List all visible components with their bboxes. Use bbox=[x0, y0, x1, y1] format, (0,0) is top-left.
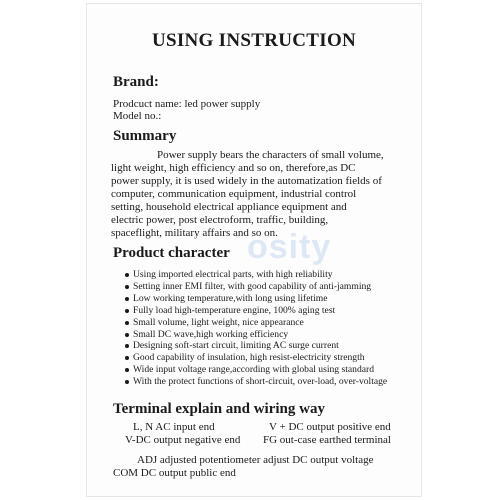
terminal-v-minus: V-DC output negative end bbox=[125, 434, 241, 446]
list-item: Designing soft-start circuit, limiting AC surge current bbox=[125, 340, 387, 352]
terminal-adj: ADJ adjusted potentiometer adjust DC output voltage bbox=[137, 454, 374, 466]
product-character-heading: Product character bbox=[113, 245, 230, 261]
page-title: USING INSTRUCTION bbox=[151, 30, 357, 51]
character-list bbox=[125, 269, 387, 388]
summary-line: power supply, it is used widely in the automatization fields of bbox=[111, 175, 382, 187]
model-number: Model no.: bbox=[113, 110, 162, 122]
list-item: With the protect functions of short-circuit, over-load, over-voltage bbox=[125, 376, 387, 388]
summary-line: Power supply bears the characters of small volume, bbox=[157, 149, 384, 161]
terminal-fg: FG out-case earthed terminal bbox=[263, 434, 391, 446]
product-name: Prodcuct name: led power supply bbox=[113, 98, 261, 110]
list-item: Small volume, light weight, nice appearance bbox=[125, 317, 387, 329]
summary-heading: Summary bbox=[113, 128, 177, 144]
instruction-sheet bbox=[86, 3, 422, 497]
brand-heading: Brand: bbox=[113, 74, 159, 90]
terminal-heading: Terminal explain and wiring way bbox=[113, 401, 325, 417]
watermark: osity bbox=[247, 228, 332, 266]
list-item: Small DC wave,high working efficiency bbox=[125, 329, 387, 341]
terminal-com: COM DC output public end bbox=[113, 467, 236, 479]
list-item: Setting inner EMI filter, with good capability of anti-jamming bbox=[125, 281, 387, 293]
summary-line: light weight, high efficiency and so on, therefore,as DC bbox=[111, 162, 356, 174]
list-item: Good capability of insulation, high resist-electricity strength bbox=[125, 352, 387, 364]
list-item: Fully load high-temperature engine, 100% aging test bbox=[125, 305, 387, 317]
summary-line: electric power, post electroform, traffic, building, bbox=[111, 214, 329, 226]
terminal-l-n: L, N AC input end bbox=[133, 421, 215, 433]
summary-line: spaceflight, military affairs and so on. bbox=[111, 227, 278, 239]
terminal-v-plus: V + DC output positive end bbox=[269, 421, 391, 433]
list-item: Low working temperature,with long using lifetime bbox=[125, 293, 387, 305]
list-item: Wide input voltage range,according with global using standard bbox=[125, 364, 387, 376]
summary-line: computer, communication equipment, industrial control bbox=[111, 188, 357, 200]
summary-line: setting, household electrical appliance equipment and bbox=[111, 201, 347, 213]
list-item: Using imported electrical parts, with high reliability bbox=[125, 269, 387, 281]
